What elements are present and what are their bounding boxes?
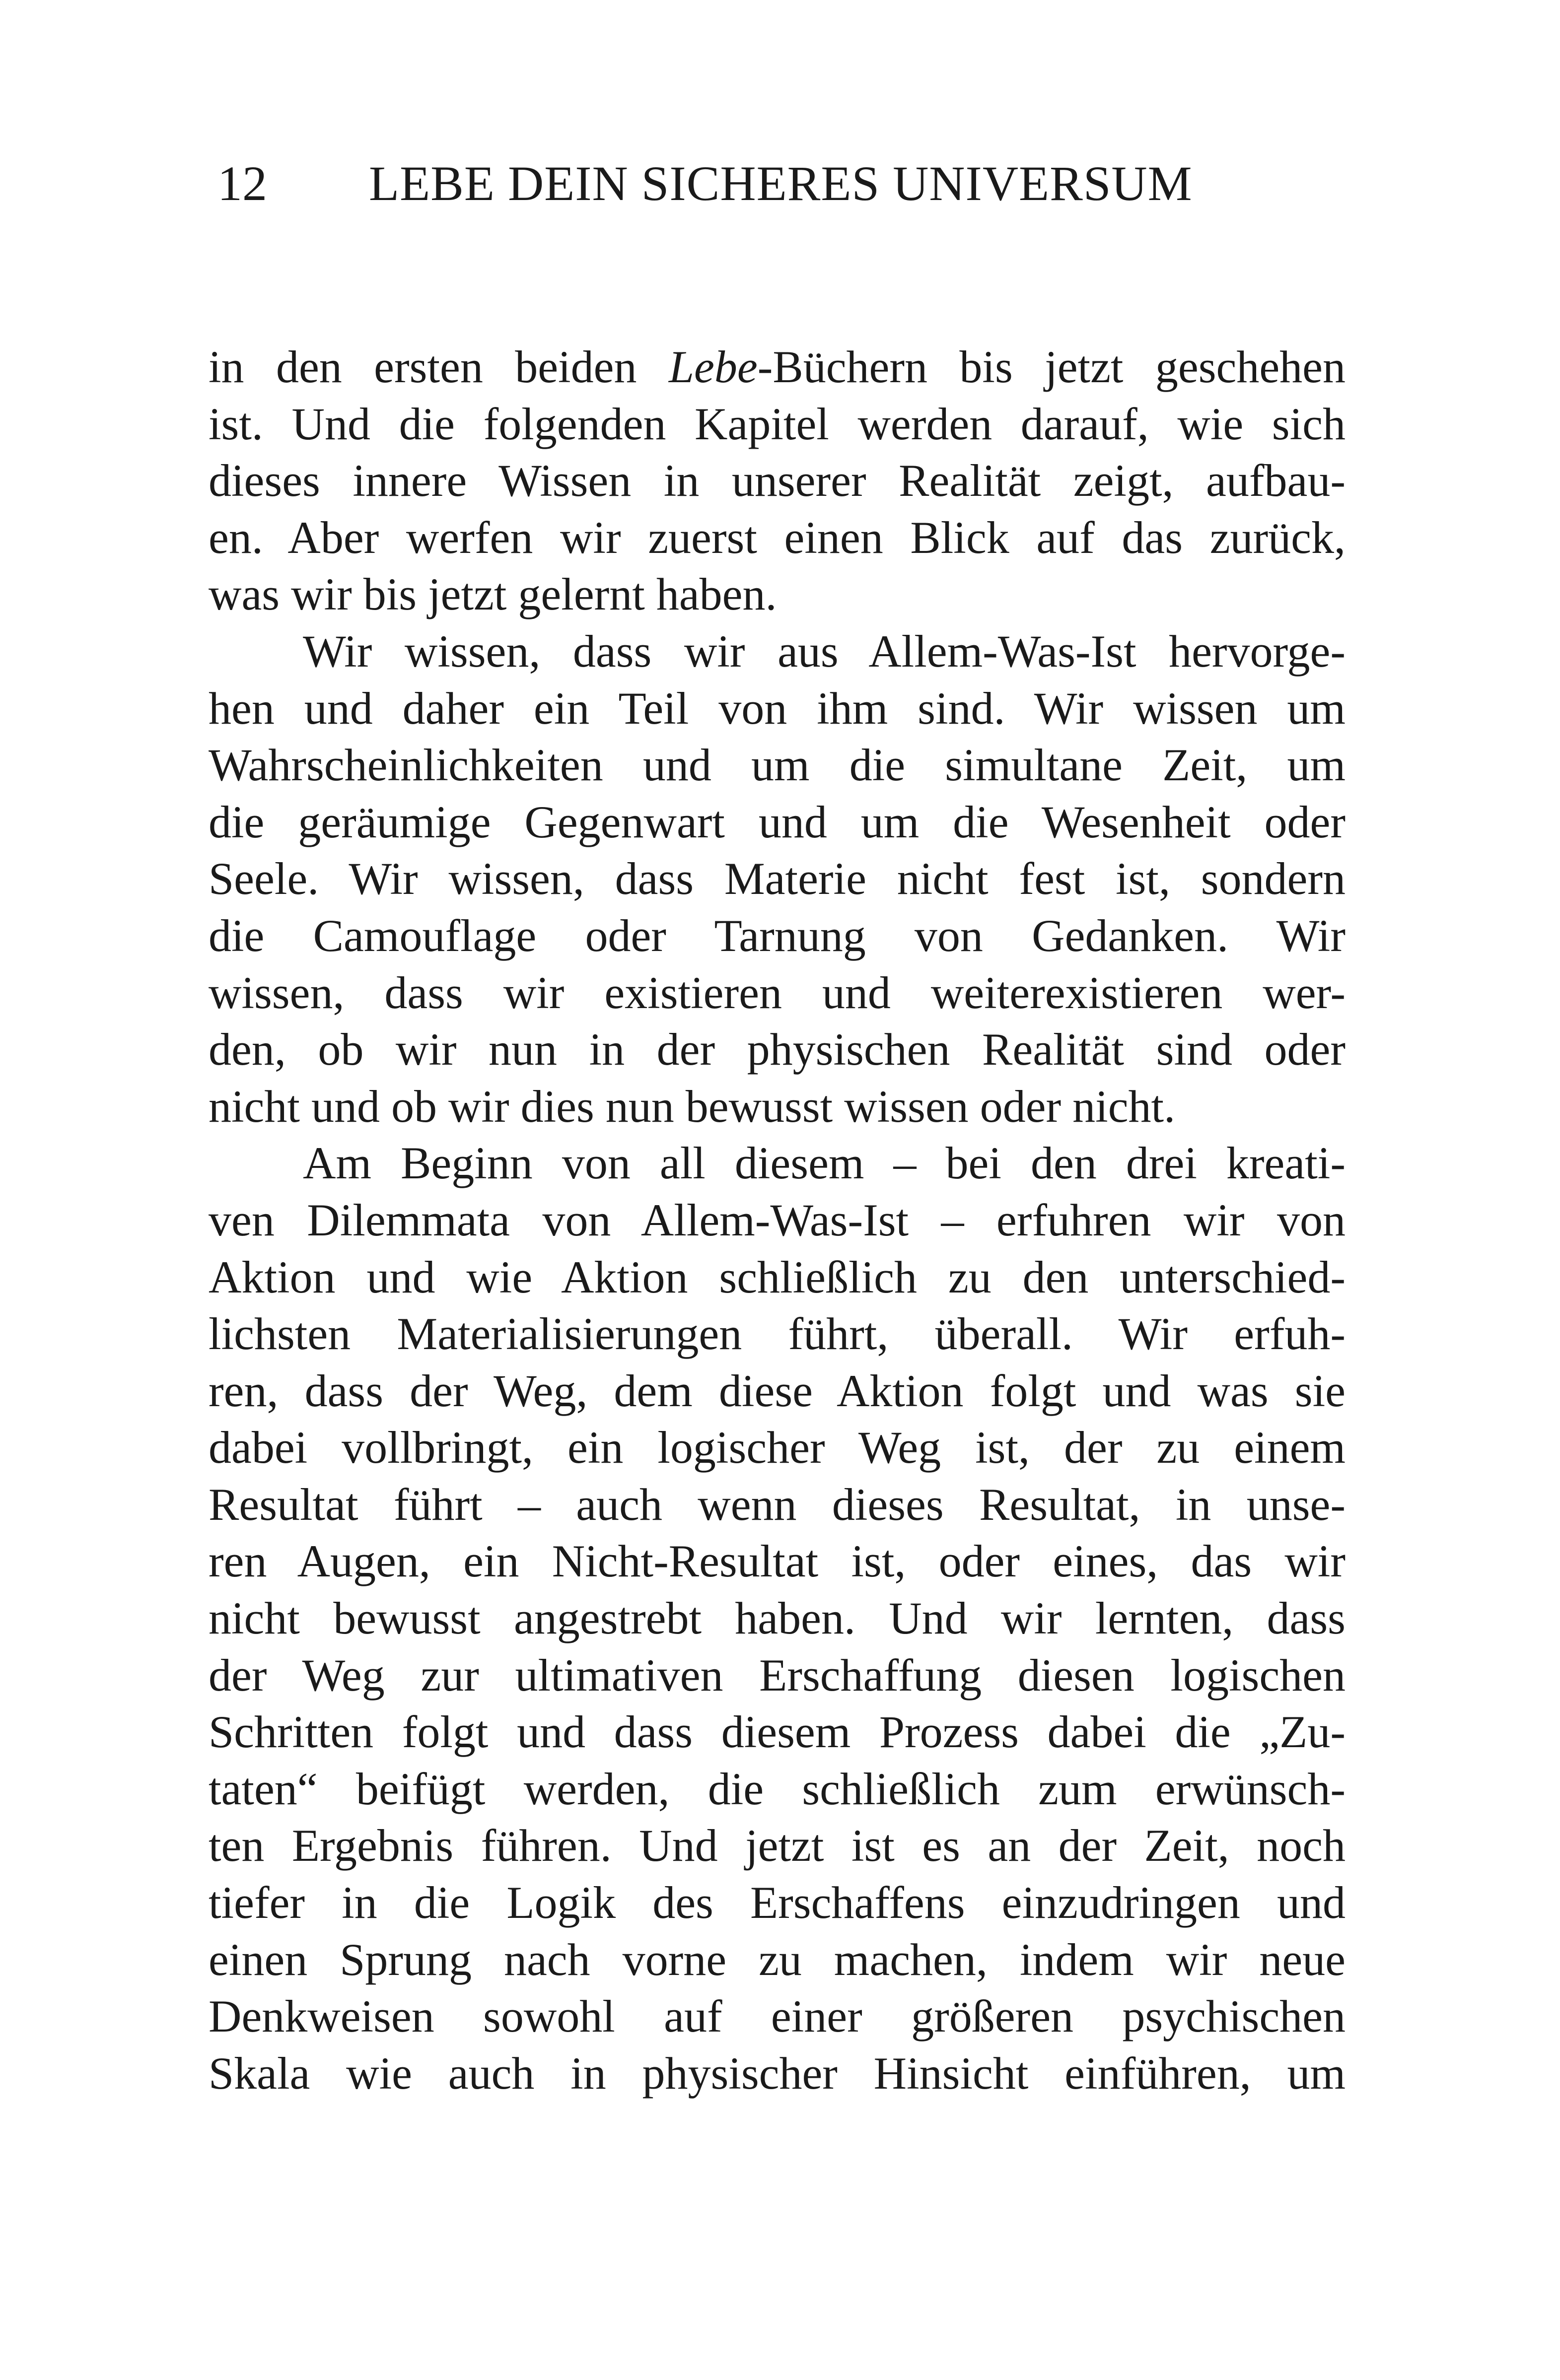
text-segment: ren Augen, ein Nicht-Resultat ist, oder eines, das wir bbox=[209, 1536, 1346, 1587]
italic-book-title: Lebe bbox=[668, 341, 758, 392]
text-line bbox=[209, 509, 1346, 566]
text-segment: nicht bewusst angestrebt haben. Und wir lernten, dass bbox=[209, 1593, 1346, 1644]
page-number: 12 bbox=[217, 156, 267, 211]
text-segment: die geräumige Gegenwart und um die Wesenheit oder bbox=[209, 796, 1346, 847]
body-text bbox=[209, 339, 1346, 2102]
running-title: LEBE DEIN SICHERES UNIVERSUM bbox=[369, 156, 1193, 211]
text-segment: nicht und ob wir dies nun bewusst wissen oder nicht. bbox=[209, 1081, 1176, 1132]
text-line bbox=[209, 396, 1346, 453]
text-segment: -Büchern bis jetzt geschehen bbox=[757, 341, 1346, 392]
text-segment: in den ersten beiden bbox=[209, 341, 669, 392]
text-line bbox=[209, 1476, 1346, 1533]
text-segment: en. Aber werfen wir zuerst einen Blick auf das zurück, bbox=[209, 512, 1346, 563]
text-line bbox=[209, 1078, 1346, 1135]
text-line bbox=[209, 1362, 1346, 1420]
text-line bbox=[209, 1590, 1346, 1647]
text-line bbox=[209, 1533, 1346, 1590]
text-segment: wissen, dass wir existieren und weiterexistieren wer- bbox=[209, 967, 1346, 1018]
text-line bbox=[209, 850, 1346, 907]
text-segment: einen Sprung nach vorne zu machen, indem wir neue bbox=[209, 1934, 1346, 1985]
text-line bbox=[209, 907, 1346, 964]
text-segment: Aktion und wie Aktion schließlich zu den unterschied- bbox=[209, 1251, 1346, 1302]
text-segment: Seele. Wir wissen, dass Materie nicht fest ist, sondern bbox=[209, 853, 1346, 904]
text-line bbox=[209, 1817, 1346, 1874]
text-line bbox=[209, 1419, 1346, 1476]
page-header bbox=[217, 149, 1345, 218]
text-line bbox=[209, 1647, 1346, 1704]
text-segment: die Camouflage oder Tarnung von Gedanken. Wir bbox=[209, 910, 1346, 961]
text-line bbox=[209, 1135, 1346, 1192]
text-line bbox=[209, 680, 1346, 737]
text-segment: ist. Und die folgenden Kapitel werden darauf, wie sich bbox=[209, 398, 1346, 449]
text-line bbox=[209, 1305, 1346, 1362]
text-segment: hen und daher ein Teil von ihm sind. Wir wissen um bbox=[209, 682, 1346, 734]
text-line bbox=[209, 964, 1346, 1021]
text-line bbox=[209, 1249, 1346, 1306]
text-segment: Wahrscheinlichkeiten und um die simultane Zeit, um bbox=[209, 740, 1346, 791]
text-line bbox=[209, 452, 1346, 509]
text-line bbox=[209, 1703, 1346, 1761]
text-segment: Wir wissen, dass wir aus Allem-Was-Ist hervorge- bbox=[303, 625, 1346, 677]
text-line bbox=[209, 566, 1346, 623]
text-line bbox=[209, 1931, 1346, 1988]
text-segment: Am Beginn von all diesem – bei den drei kreati- bbox=[303, 1138, 1346, 1189]
text-segment: ven Dilemmata von Allem-Was-Ist – erfuhren wir von bbox=[209, 1194, 1346, 1245]
text-segment: Resultat führt – auch wenn dieses Resultat, in unse- bbox=[209, 1479, 1346, 1530]
text-segment: ten Ergebnis führen. Und jetzt ist es an der Zeit, noch bbox=[209, 1820, 1346, 1871]
text-segment: Schritten folgt und dass diesem Prozess dabei die „Zu- bbox=[209, 1706, 1346, 1758]
text-line bbox=[209, 1021, 1346, 1078]
text-line bbox=[209, 1874, 1346, 1931]
text-segment: der Weg zur ultimativen Erschaffung diesen logischen bbox=[209, 1649, 1346, 1700]
text-segment: Skala wie auch in physischer Hinsicht einführen, um bbox=[209, 2047, 1346, 2099]
text-segment: Denkweisen sowohl auf einer größeren psychischen bbox=[209, 1991, 1346, 2042]
text-segment: was wir bis jetzt gelernt haben. bbox=[209, 569, 777, 620]
text-segment: tiefer in die Logik des Erschaffens einzudringen und bbox=[209, 1877, 1346, 1928]
text-line bbox=[209, 737, 1346, 794]
text-line bbox=[209, 1988, 1346, 2045]
text-line bbox=[209, 2045, 1346, 2102]
text-segment: taten“ beifügt werden, die schließlich zum erwünsch- bbox=[209, 1763, 1346, 1814]
text-segment: lichsten Materialisierungen führt, überall. Wir erfuh- bbox=[209, 1308, 1346, 1360]
text-line bbox=[209, 339, 1346, 396]
text-segment: dieses innere Wissen in unserer Realität zeigt, aufbau- bbox=[209, 455, 1346, 506]
text-segment: den, ob wir nun in der physischen Realität sind oder bbox=[209, 1024, 1346, 1075]
text-line bbox=[209, 1192, 1346, 1249]
text-line bbox=[209, 623, 1346, 680]
text-segment: ren, dass der Weg, dem diese Aktion folgt und was sie bbox=[209, 1365, 1346, 1416]
text-line bbox=[209, 794, 1346, 851]
text-line bbox=[209, 1761, 1346, 1818]
text-segment: dabei vollbringt, ein logischer Weg ist, der zu einem bbox=[209, 1422, 1346, 1473]
